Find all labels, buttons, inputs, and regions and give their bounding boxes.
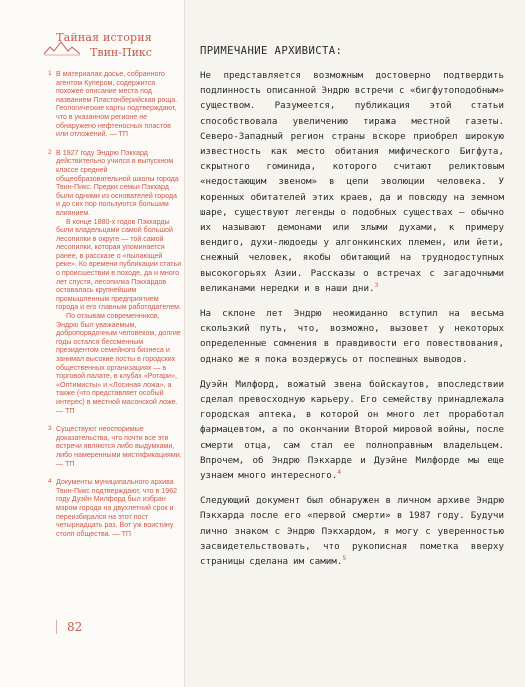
section-heading: ПРИМЕЧАНИЕ АРХИВИСТА: [200, 45, 343, 57]
paragraph-text: Дуэйн Милфорд, вожатый звена бойскаутов, впоследствии сделал превосходную карьеру. Его семейству принадлежала городская аптека, в которой он много лет проработал фармацевтом, а по окончании Второй мировой войны, после смерти отца, сам стал ее полноправным владельцем. Впрочем, об Эндрю Пэкхарде и Дуэйне Милфорде мы еще узнаем много интересного. [200, 378, 504, 482]
running-header [40, 32, 168, 59]
footnote-number: 4 [48, 478, 52, 486]
footnotes-column [48, 70, 182, 548]
footnote-text: В материалах досье, собранного агентом Купером, содержится похожее описание места под названием Пластонберийская роща. Геологические карты подтверждают, что в указанном регионе не обнаружено нефтеносных пластов или отложений. — ТП [56, 70, 178, 139]
footnote-text: В 1927 году Эндрю Пэкхард действительно учился в выпускном классе средней общеобразовательной школы города Твин-Пикс. Предки семьи Пэкхард были одними из основателей города и до сих пор пользуются большим влиянием. [56, 148, 179, 217]
footnote-text: Документы муниципального архива Твин-Пикс подтверждают, что в 1962 году Дуэйн Милфорд был избран мэром города на двухлетний срок и переизбирался на этот пост четырнадцать раз. Вот уж воистину столп общества. — ТП [56, 478, 178, 538]
footnote-ref[interactable]: 5 [342, 554, 347, 563]
paragraph-text: Рассказы о встречах с загадочными великанами нередки и в наши дни. [200, 267, 504, 294]
footnote [48, 148, 182, 415]
paragraph [200, 493, 504, 569]
footnote-number: 2 [48, 148, 52, 156]
margin-sidebar [0, 0, 185, 687]
footnote [48, 478, 182, 538]
footnote-number: 1 [48, 70, 52, 77]
footnote-number: 3 [48, 425, 52, 433]
footnote-text: По отзывам современников, Эндрю был уважаемым, добропорядочным человеком, долгие годы остался бессменным президентом семейного бизнеса и занимал высокие посты в городских общественных организациях — в торговой палате, в клубах «Ротари», «Оптимисты» и «Лосиная ложа», а также (что представляет особый интерес) в местной масонской ложе. — ТП [56, 312, 181, 415]
page-number: 82 [56, 620, 82, 634]
footnote-text: Существуют неоспоримые доказательства, что почти все эти встречи являются либо выдумками, либо намеренными мистификациями. — ТП [56, 425, 182, 468]
paragraph: На склоне лет Эндрю неожиданно вступил на весьма скользкий путь, что, возможно, вызовет у некоторых определенные сомнения в правдивости его повествования, однако же я пока воздержусь от поспешных выводов. [200, 308, 504, 365]
footnote-text: В конце 1880-х годов Пэкхарды были владельцами самой большой лесопилки в округе — той самой лесопилки, которая упоминается ранее, в рассказе о «пылающей реке». Ко времени публикации статьи о происшествии в походе, да и много лет спустя, лесопилка Пэкхардов оставалась крупнейшим промышленным предприятием города и его главным работодателем. [56, 217, 182, 312]
footnote-ref[interactable]: 3 [374, 280, 379, 289]
paragraph [200, 68, 504, 296]
header-title-line2: Твин-Пикс [90, 46, 152, 59]
footnote [48, 425, 182, 468]
main-text [200, 44, 504, 579]
paragraph-text: Следующий документ был обнаружен в личном архиве Эндрю Пэкхарда после его «первой смерти» в 1987 году. Будучи лично знаком с Эндрю Пэкхардом, я могу с уверенностью засвидетельствовать, что рукописная пометка вверху страницы сделана им самим. [200, 495, 504, 568]
header-title-line1: Тайная история [56, 31, 152, 44]
footnote-ref[interactable]: 4 [337, 468, 342, 477]
paragraph-text: Не представляется возможным достоверно подтвердить подлинность описанной Эндрю встречи с «бигфутоподобным» существом. Разумеется, публикация этой статьи способствовала увеличению тиража местной газеты. Северо-Западный регион страны вскоре приобрел широкую известность как место обитания мифического Бигфута, скрытного гоминида, которого считают реликтовым «недостающим звеном» в цепи эволюции человека. У коренных обитателей этих краев, да и повсюду на земном шаре, существуют легенды о подобных существах — обычно их называют демонами или злыми духами, к примеру вендиго, духи-людоеды у алгонкинских племен, или йети, снежный человек, якобы обитающий на труднодоступных высокогорьях Азии. [200, 70, 504, 279]
paragraph [200, 377, 504, 483]
footnote [48, 70, 182, 139]
